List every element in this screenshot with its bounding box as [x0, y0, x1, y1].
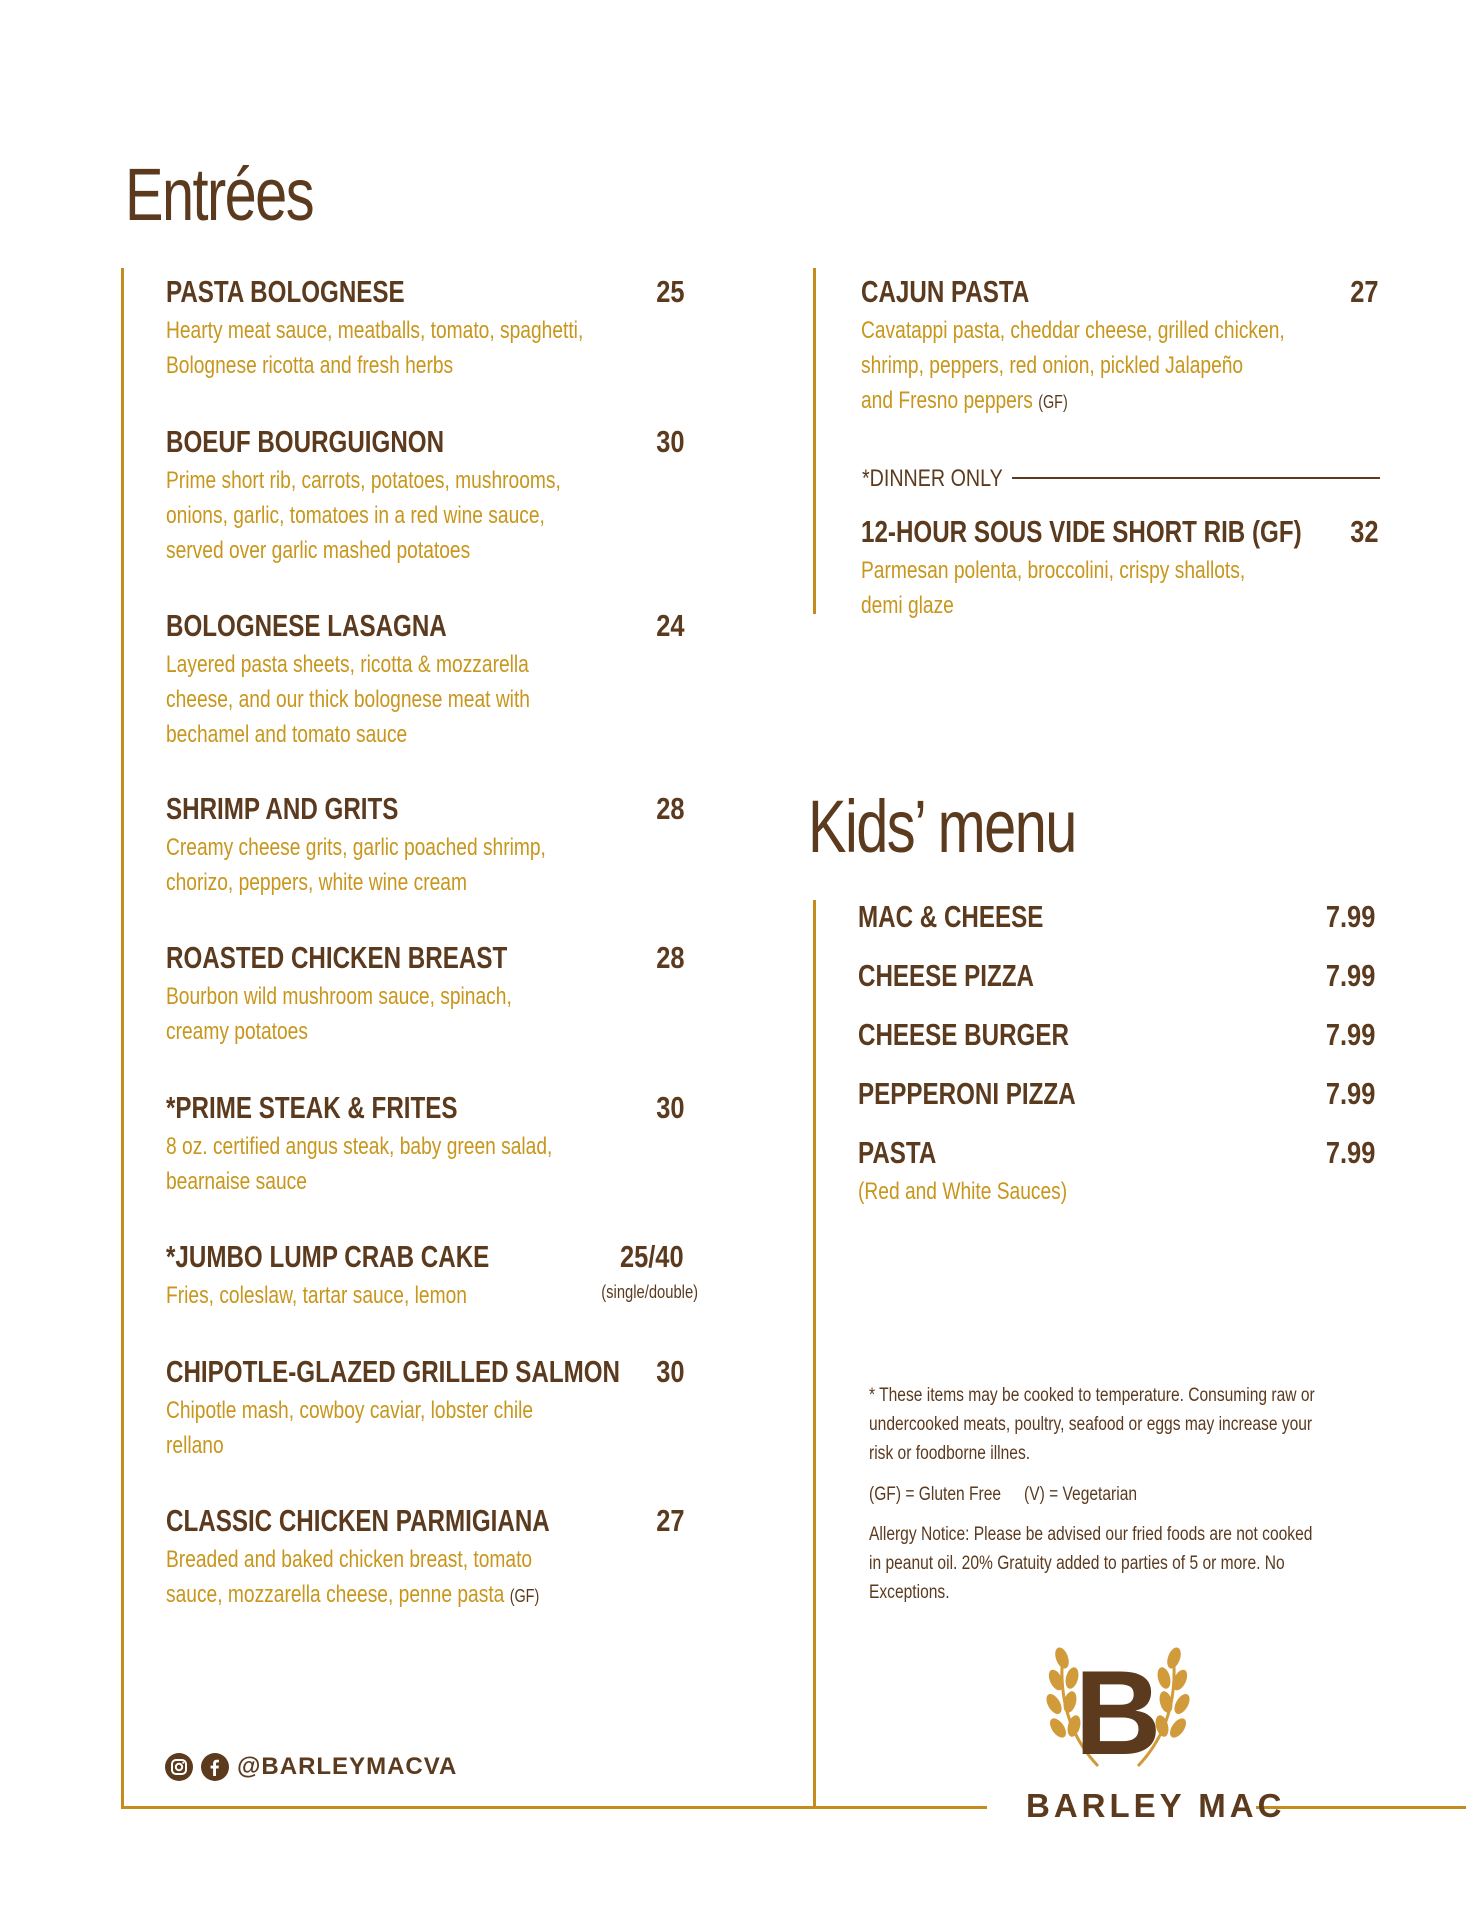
kids-item-price: 7.99	[1325, 1076, 1375, 1111]
allergy-notice-line: Exceptions.	[869, 1582, 950, 1603]
menu-item-name: *JUMBO LUMP CRAB CAKE	[166, 1239, 490, 1274]
description-line	[166, 498, 561, 533]
menu-item	[166, 793, 641, 900]
menu-item-name: CLASSIC CHICKEN PARMIGIANA	[166, 1503, 550, 1538]
description-line	[166, 533, 561, 568]
description-line	[166, 1542, 560, 1577]
kids-menu-title: Kids’ menu	[808, 785, 1076, 868]
kids-item-name: PEPPERONI PIZZA	[858, 1076, 1076, 1111]
right-top-vertical-rule	[813, 268, 816, 614]
kids-item-name: MAC & CHEESE	[858, 899, 1044, 934]
menu-item-description	[166, 1278, 498, 1313]
description-text: Parmesan polenta, broccolini, crispy shallots,	[861, 557, 1246, 584]
menu-item-description	[166, 1393, 632, 1463]
menu-item-description	[166, 313, 583, 383]
kids-item-price: 7.99	[1325, 899, 1375, 934]
right-bottom-vertical-rule	[813, 900, 816, 1808]
menu-item-name: SHRIMP AND GRITS	[166, 791, 399, 826]
description-text: rellano	[166, 1432, 224, 1459]
kids-item-price: 7.99	[1325, 1017, 1375, 1052]
allergy-notice-line: in peanut oil. 20% Gratuity added to parties of 5 or more. No	[869, 1553, 1285, 1574]
description-text: Chipotle mash, cowboy caviar, lobster chile	[166, 1397, 534, 1424]
menu-item-price: 28	[655, 940, 684, 975]
description-line	[166, 1164, 552, 1199]
description-text: Hearty meat sauce, meatballs, tomato, spaghetti,	[166, 317, 584, 344]
menu-item-price: 30	[655, 1090, 684, 1125]
menu-item-name: 12-HOUR SOUS VIDE SHORT RIB (GF)	[861, 514, 1302, 549]
description-text: Layered pasta sheets, ricotta & mozzarella	[166, 651, 529, 678]
kids-item-description: (Red and White Sauces)	[858, 1178, 1068, 1205]
menu-item-description	[166, 1542, 560, 1614]
kids-menu-item	[858, 1137, 1119, 1209]
menu-item	[166, 1092, 649, 1199]
description-text: served over garlic mashed potatoes	[166, 537, 471, 564]
menu-item	[166, 1505, 658, 1614]
description-text: cheese, and our thick bolognese meat with	[166, 686, 530, 713]
description-line	[861, 553, 1313, 588]
description-line	[166, 830, 546, 865]
kids-item-name: PASTA	[858, 1135, 937, 1170]
description-text: demi glaze	[861, 592, 954, 619]
allergy-notice	[869, 1520, 1312, 1607]
temperature-notice	[869, 1381, 1315, 1468]
social-links	[165, 1753, 457, 1781]
menu-item	[861, 276, 1391, 420]
menu-item	[166, 276, 688, 383]
description-text: shrimp, peppers, red onion, pickled Jalapeño	[861, 352, 1244, 379]
menu-item-price-note: (single/double)	[601, 1282, 698, 1302]
description-line	[166, 647, 530, 682]
kids-item-price: 7.99	[1325, 958, 1375, 993]
brand-name: BARLEY MAC	[1026, 1787, 1286, 1824]
bottom-rule-left	[121, 1806, 987, 1809]
description-line	[166, 1577, 560, 1614]
description-text: and Fresno peppers	[861, 387, 1033, 414]
bottom-rule-right	[1256, 1806, 1466, 1809]
description-line	[166, 865, 546, 900]
description-text: Breaded and baked chicken breast, tomato	[166, 1546, 533, 1573]
menu-item-price: 28	[655, 791, 684, 826]
allergy-notice-line: Allergy Notice: Please be advised our fried foods are not cooked	[869, 1524, 1313, 1545]
description-line	[166, 1014, 516, 1049]
description-line	[166, 1428, 632, 1463]
description-text: Bolognese ricotta and fresh herbs	[166, 352, 454, 379]
barley-mac-logo	[1038, 1636, 1198, 1782]
description-text: creamy potatoes	[166, 1018, 308, 1045]
description-text: Cavatappi pasta, cheddar cheese, grilled chicken,	[861, 317, 1285, 344]
kids-item-name: CHEESE PIZZA	[858, 958, 1035, 993]
description-text: onions, garlic, tomatoes in a red wine sauce,	[166, 502, 545, 529]
description-line	[166, 1278, 498, 1313]
description-text: bearnaise sauce	[166, 1168, 307, 1195]
description-text: bechamel and tomato sauce	[166, 721, 408, 748]
menu-item-description	[861, 313, 1285, 420]
menu-item-description	[166, 1129, 552, 1199]
menu-item	[861, 516, 1426, 623]
legend-gluten-free: (GF) = Gluten Free	[869, 1484, 1002, 1505]
menu-item-name: *PRIME STEAK & FRITES	[166, 1090, 458, 1125]
menu-item-price: 27	[655, 1503, 684, 1538]
menu-item	[166, 610, 621, 752]
description-line	[861, 383, 1285, 420]
kids-menu-item	[858, 1078, 1137, 1109]
temperature-notice-line: risk or foodborne illnes.	[869, 1443, 1031, 1464]
menu-item-description	[166, 463, 561, 568]
menu-item-name: CHIPOTLE-GLAZED GRILLED SALMON	[166, 1354, 621, 1389]
menu-item-description	[166, 830, 546, 900]
description-line	[861, 313, 1285, 348]
description-line	[166, 979, 516, 1014]
menu-item-price: 30	[655, 1354, 684, 1389]
menu-item-name: BOEUF BOURGUIGNON	[166, 424, 445, 459]
legend-vegetarian: (V) = Vegetarian	[1024, 1484, 1138, 1505]
description-text: Prime short rib, carrots, potatoes, mushrooms,	[166, 467, 561, 494]
kids-menu-item	[858, 960, 1084, 991]
description-text: Fries, coleslaw, tartar sauce, lemon	[166, 1282, 467, 1309]
social-handle[interactable]: @BARLEYMACVA	[237, 1753, 458, 1780]
description-text: Creamy cheese grits, garlic poached shrimp,	[166, 834, 546, 861]
menu-item-description	[861, 553, 1313, 623]
description-text: 8 oz. certified angus steak, baby green salad,	[166, 1133, 553, 1160]
kids-menu-item	[858, 1019, 1128, 1050]
menu-item	[166, 426, 660, 568]
entrees-title: Entrées	[125, 153, 314, 236]
gluten-free-tag: (GF)	[509, 1586, 540, 1606]
menu-item	[166, 1241, 581, 1313]
description-line	[861, 348, 1285, 383]
dinner-only-label: *DINNER ONLY	[862, 465, 1003, 492]
dinner-only-rule	[1012, 477, 1380, 479]
description-line	[166, 1393, 632, 1428]
menu-item-price: 25	[655, 274, 684, 309]
menu-item-price: 30	[655, 424, 684, 459]
description-line	[166, 717, 530, 752]
menu-item-price: 25/40	[620, 1239, 684, 1274]
kids-menu-item	[858, 901, 1096, 932]
description-line	[861, 588, 1313, 623]
facebook-icon[interactable]	[201, 1753, 229, 1781]
description-line	[166, 682, 530, 717]
description-line	[166, 313, 583, 348]
menu-item-price: 24	[655, 608, 684, 643]
menu-item	[166, 942, 603, 1049]
menu-item-price: 27	[1349, 274, 1378, 309]
description-line	[166, 463, 561, 498]
description-line	[166, 348, 583, 383]
menu-item-price: 32	[1349, 514, 1378, 549]
description-text: Bourbon wild mushroom sauce, spinach,	[166, 983, 512, 1010]
menu-item-description	[166, 647, 530, 752]
legend	[869, 1480, 1137, 1509]
menu-item-name: BOLOGNESE LASAGNA	[166, 608, 447, 643]
temperature-notice-line: undercooked meats, poultry, seafood or eggs may increase your	[869, 1414, 1313, 1435]
kids-item-price: 7.99	[1325, 1135, 1375, 1170]
menu-item-name: PASTA BOLOGNESE	[166, 274, 405, 309]
temperature-notice-line: * These items may be cooked to temperature. Consuming raw or	[869, 1385, 1315, 1406]
menu-item-name: ROASTED CHICKEN BREAST	[166, 940, 508, 975]
left-vertical-rule	[121, 268, 124, 1808]
description-text: sauce, mozzarella cheese, penne pasta	[166, 1581, 505, 1608]
menu-item-name: CAJUN PASTA	[861, 274, 1030, 309]
kids-item-name: CHEESE BURGER	[858, 1017, 1069, 1052]
instagram-icon[interactable]	[165, 1753, 193, 1781]
description-text: chorizo, peppers, white wine cream	[166, 869, 467, 896]
gluten-free-tag: (GF)	[1038, 392, 1068, 412]
logo-letter: B	[1074, 1646, 1162, 1780]
menu-item-description	[166, 979, 516, 1049]
description-line	[166, 1129, 552, 1164]
